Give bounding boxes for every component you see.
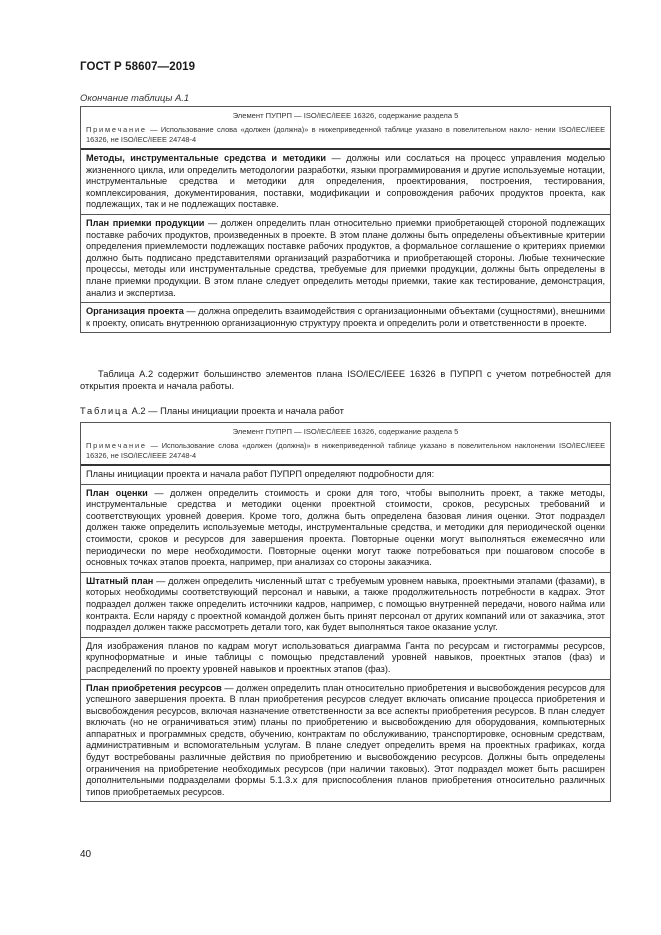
row-term: План приемки продукции [86,217,205,228]
table-a2 [80,422,611,802]
row-term: Организация проекта [86,306,184,317]
table-a2-row [81,637,610,679]
row-text: — должен определить стоимость и сроки для того, чтобы выполнить проект, а также методы, инструментальные средства и методики оценки проектной стоимости, сроков, ресурсных требований и соответствующих уровней доверия. Кроме того, должна быть определена базовая линия оценки. Этот подраздел должен также определить используемые методы, инструментальные средства, и методики для периодической оценки стоимости, сроков и ресурсов для завершения проекта. Повторные оценки могут выполняться ежемесячно или периодически по мере необходимости. Повторные оценки могут также потребоваться при пошаговом способе в основных точках этапов проекта, например, при анализах со стороны заказчика. [86,487,605,568]
page-number: 40 [80,849,92,860]
table-a2-note [81,439,610,464]
table-a2-intro-row: Планы инициации проекта и начала работ ПУПРП определяют подробности для: [81,464,610,484]
table-a1-row [81,148,610,214]
table-a1-row [81,302,610,332]
note-label: Примечание [86,125,147,134]
table-a1-end [80,106,611,333]
row-term: План оценки [86,487,148,498]
note-text: — Использование слова «должен (должна)» в нижеприведенной таблице указано в повелительном наклонении ISO/IEC/IEEE 16326, не ISO/IEC/IEEE 24748-4 [86,441,605,460]
row-text: — должна определить взаимодействия с организационными объектами (сущностями), внешними к проекту, описать внутреннюю организационную структуру проекта и определить роли и ответственности в проекте. [86,306,605,328]
row-text: Для изображения планов по кадрам могут использоваться диаграмма Ганта по ресурсам и гистограммы ресурсов, крупноформатные и иные таблицы с помощью представлений уровней навыков, проектных этапов (фаз) и распределений по проекту уровней навыков и проектных этапов (фаз). [86,640,605,674]
row-text: — должен определить план относительно приемки приобретающей стороной подлежащих поставке рабочих продуктов, произведенных в проекте. В этом плане должны быть определены объективные критерии определения приемлемости подлежащих поставке рабочих продуктов, а формальное соглашение о критериях приемки должно быть подписано представителями организаций разработчика и приобретающей стороны. Любые технические процессы, методы или инструментальные средства, требуемые для приемки продукции, должны быть определены в плане приемки продукции. В этом плане следует определить методы приемки, такие как тестирование, демонстрация, анализ и экспертиза. [86,217,605,298]
table-a2-row [81,679,610,802]
note-text: — Использование слова «должен (должна)» в нижеприведенной таблице указано в повелительном накло- нении ISO/IEC/IEEE 16326, не ISO/IEC/IEEE 24748-4 [86,125,605,144]
intro-paragraph: Таблица А.2 содержит большинство элементов плана ISO/IEC/IEEE 16326 в ПУПРП с учетом потребностей для открытия проекта и начала работы. [80,369,611,391]
row-text: — должен определить численный штат с требуемым уровнем навыка, проектными этапами (фазами), в которых необходимы соответствующий персонал и навыки, а также продолжительность потребности в кадрах. Этот подраздел должен также определить источники кадров, например, с помощью внутренней передачи, нового найма или контракта. Если наряду с проектной командой должен быть принят персонал от других компаний или от заказчика, этот подраздел должен также рассмотреть детали того, как будет выполняться такое оказание услуг. [86,575,605,633]
row-text: — должен определить план относительно приобретения и высвобождения ресурсов для успешного завершения проекта. В план приобретения ресурсов следует включать описание процесса приобретения и высвобождения ресурсов, включая назначение ответственности за все аспекты приобретения ресурсов. В план следует включать (но не ограничиваться этим) планы по приобретению и высвобождению для оборудования, компьютерных аппаратных и программных средств, обучению, контрактам по обслуживанию, транспортировке, основным средствам, административным и вспомогательным услугам. В плане следует определить время на проектных графиках, когда будут востребованы различные действия по приобретению и высвобождению ресурсов. Должны быть определены ограничения на приобретение необходимых ресурсов (при наличии таковых). Этот подраздел может быть расширен дополнительными подразделами формы 5.1.3.х для приспособления планов приобретения относительно различных типов приобретаемых ресурсов. [86,682,605,797]
row-term: Штатный план [86,575,154,586]
table-a2-caption [80,406,344,416]
table-a1-note [81,123,610,148]
row-term: Методы, инструментальные средства и методики [86,153,326,163]
row-term: План приобретения ресурсов [86,682,222,693]
table-a1-row [81,214,610,302]
row-text: — должны или сослаться на процесс управления моделью жизненного цикла, или определить методологии разработки, языки программирования и другие используемые нотации, инструментальные средства и методики для определения, проектирования, построения, тестирования, комплексирования, документирования, поставки, модификации и сопровождения рабочих продуктов проекта, как подлежащих, так и не подлежащих поставке. [86,153,606,210]
table-a2-header: Элемент ПУПРП — ISO/IEC/IEEE 16326, содержание раздела 5 [232,427,459,436]
standard-id: ГОСТ Р 58607—2019 [80,61,196,73]
table-a2-row [81,572,610,637]
table-a1-caption: Окончание таблицы А.1 [80,93,190,104]
caption-label: Таблица [80,406,130,416]
note-label: Примечание [86,441,147,450]
caption-text: А.2 — Планы инициации проекта и начала работ [129,406,344,416]
table-a1-header: Элемент ПУПРП — ISO/IEC/IEEE 16326, содержание раздела 5 [232,111,459,120]
table-a2-row [81,484,610,572]
